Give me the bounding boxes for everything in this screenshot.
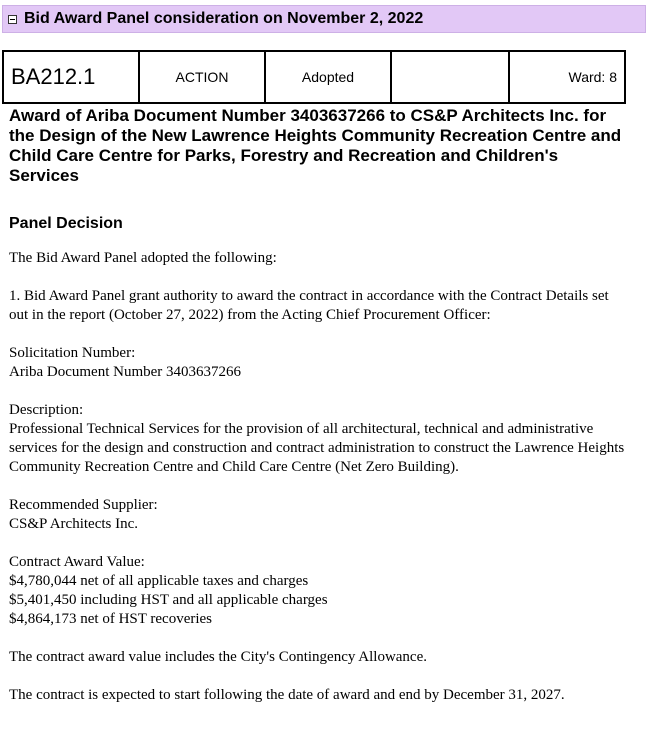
- description-value: Professional Technical Services for the provision of all architectural, technical and administrative services for the design and construction and contract administration to construct the Lawrence Heights Community Recreation Centre and Child Care Centre (Net Zero Building).: [9, 421, 625, 475]
- solicitation-label: Solicitation Number:: [9, 345, 136, 361]
- award-value-line-3: $4,864,173 net of HST recoveries: [9, 611, 213, 627]
- intro-text: The Bid Award Panel adopted the following:: [9, 250, 277, 266]
- item-summary-row: [3, 51, 625, 103]
- contract-dates-text: The contract is expected to start following the date of award and end by December 31, 2027.: [9, 687, 565, 703]
- decision-body: [9, 249, 629, 724]
- item-title: Award of Ariba Document Number 3403637266 to CS&P Architects Inc. for the Design of the New Lawrence Heights Community Recreation Centre and Child Care Centre for Parks, Forestry and Recreation and Children's Services: [9, 106, 622, 185]
- item-blank-cell: [391, 51, 509, 103]
- contingency-text: The contract award value includes the City's Contingency Allowance.: [9, 649, 427, 665]
- item-ward: Ward: 8: [509, 51, 625, 103]
- panel-decision-heading: Panel Decision: [9, 215, 123, 232]
- item-number: BA212.1: [3, 51, 139, 103]
- description-label: Description:: [9, 402, 84, 418]
- item-summary-table: [2, 50, 626, 104]
- collapse-icon[interactable]: [8, 15, 17, 24]
- award-value-line-1: $4,780,044 net of all applicable taxes and charges: [9, 573, 309, 589]
- section-header[interactable]: [2, 5, 646, 33]
- item-status: Adopted: [265, 51, 391, 103]
- description-block: [9, 401, 629, 477]
- section-title: Bid Award Panel consideration on November 2, 2022: [24, 10, 424, 27]
- item-type: ACTION: [139, 51, 265, 103]
- supplier-value: CS&P Architects Inc.: [9, 516, 139, 532]
- award-value-block: [9, 553, 629, 629]
- supplier-label: Recommended Supplier:: [9, 497, 158, 513]
- award-value-label: Contract Award Value:: [9, 554, 145, 570]
- supplier-block: [9, 496, 629, 534]
- decision-item-1: 1. Bid Award Panel grant authority to award the contract in accordance with the Contract Details set out in the report (October 27, 2022) from the Acting Chief Procurement Officer:: [9, 288, 609, 323]
- solicitation-value: Ariba Document Number 3403637266: [9, 364, 242, 380]
- solicitation-block: [9, 344, 629, 382]
- award-value-line-2: $5,401,450 including HST and all applicable charges: [9, 592, 328, 608]
